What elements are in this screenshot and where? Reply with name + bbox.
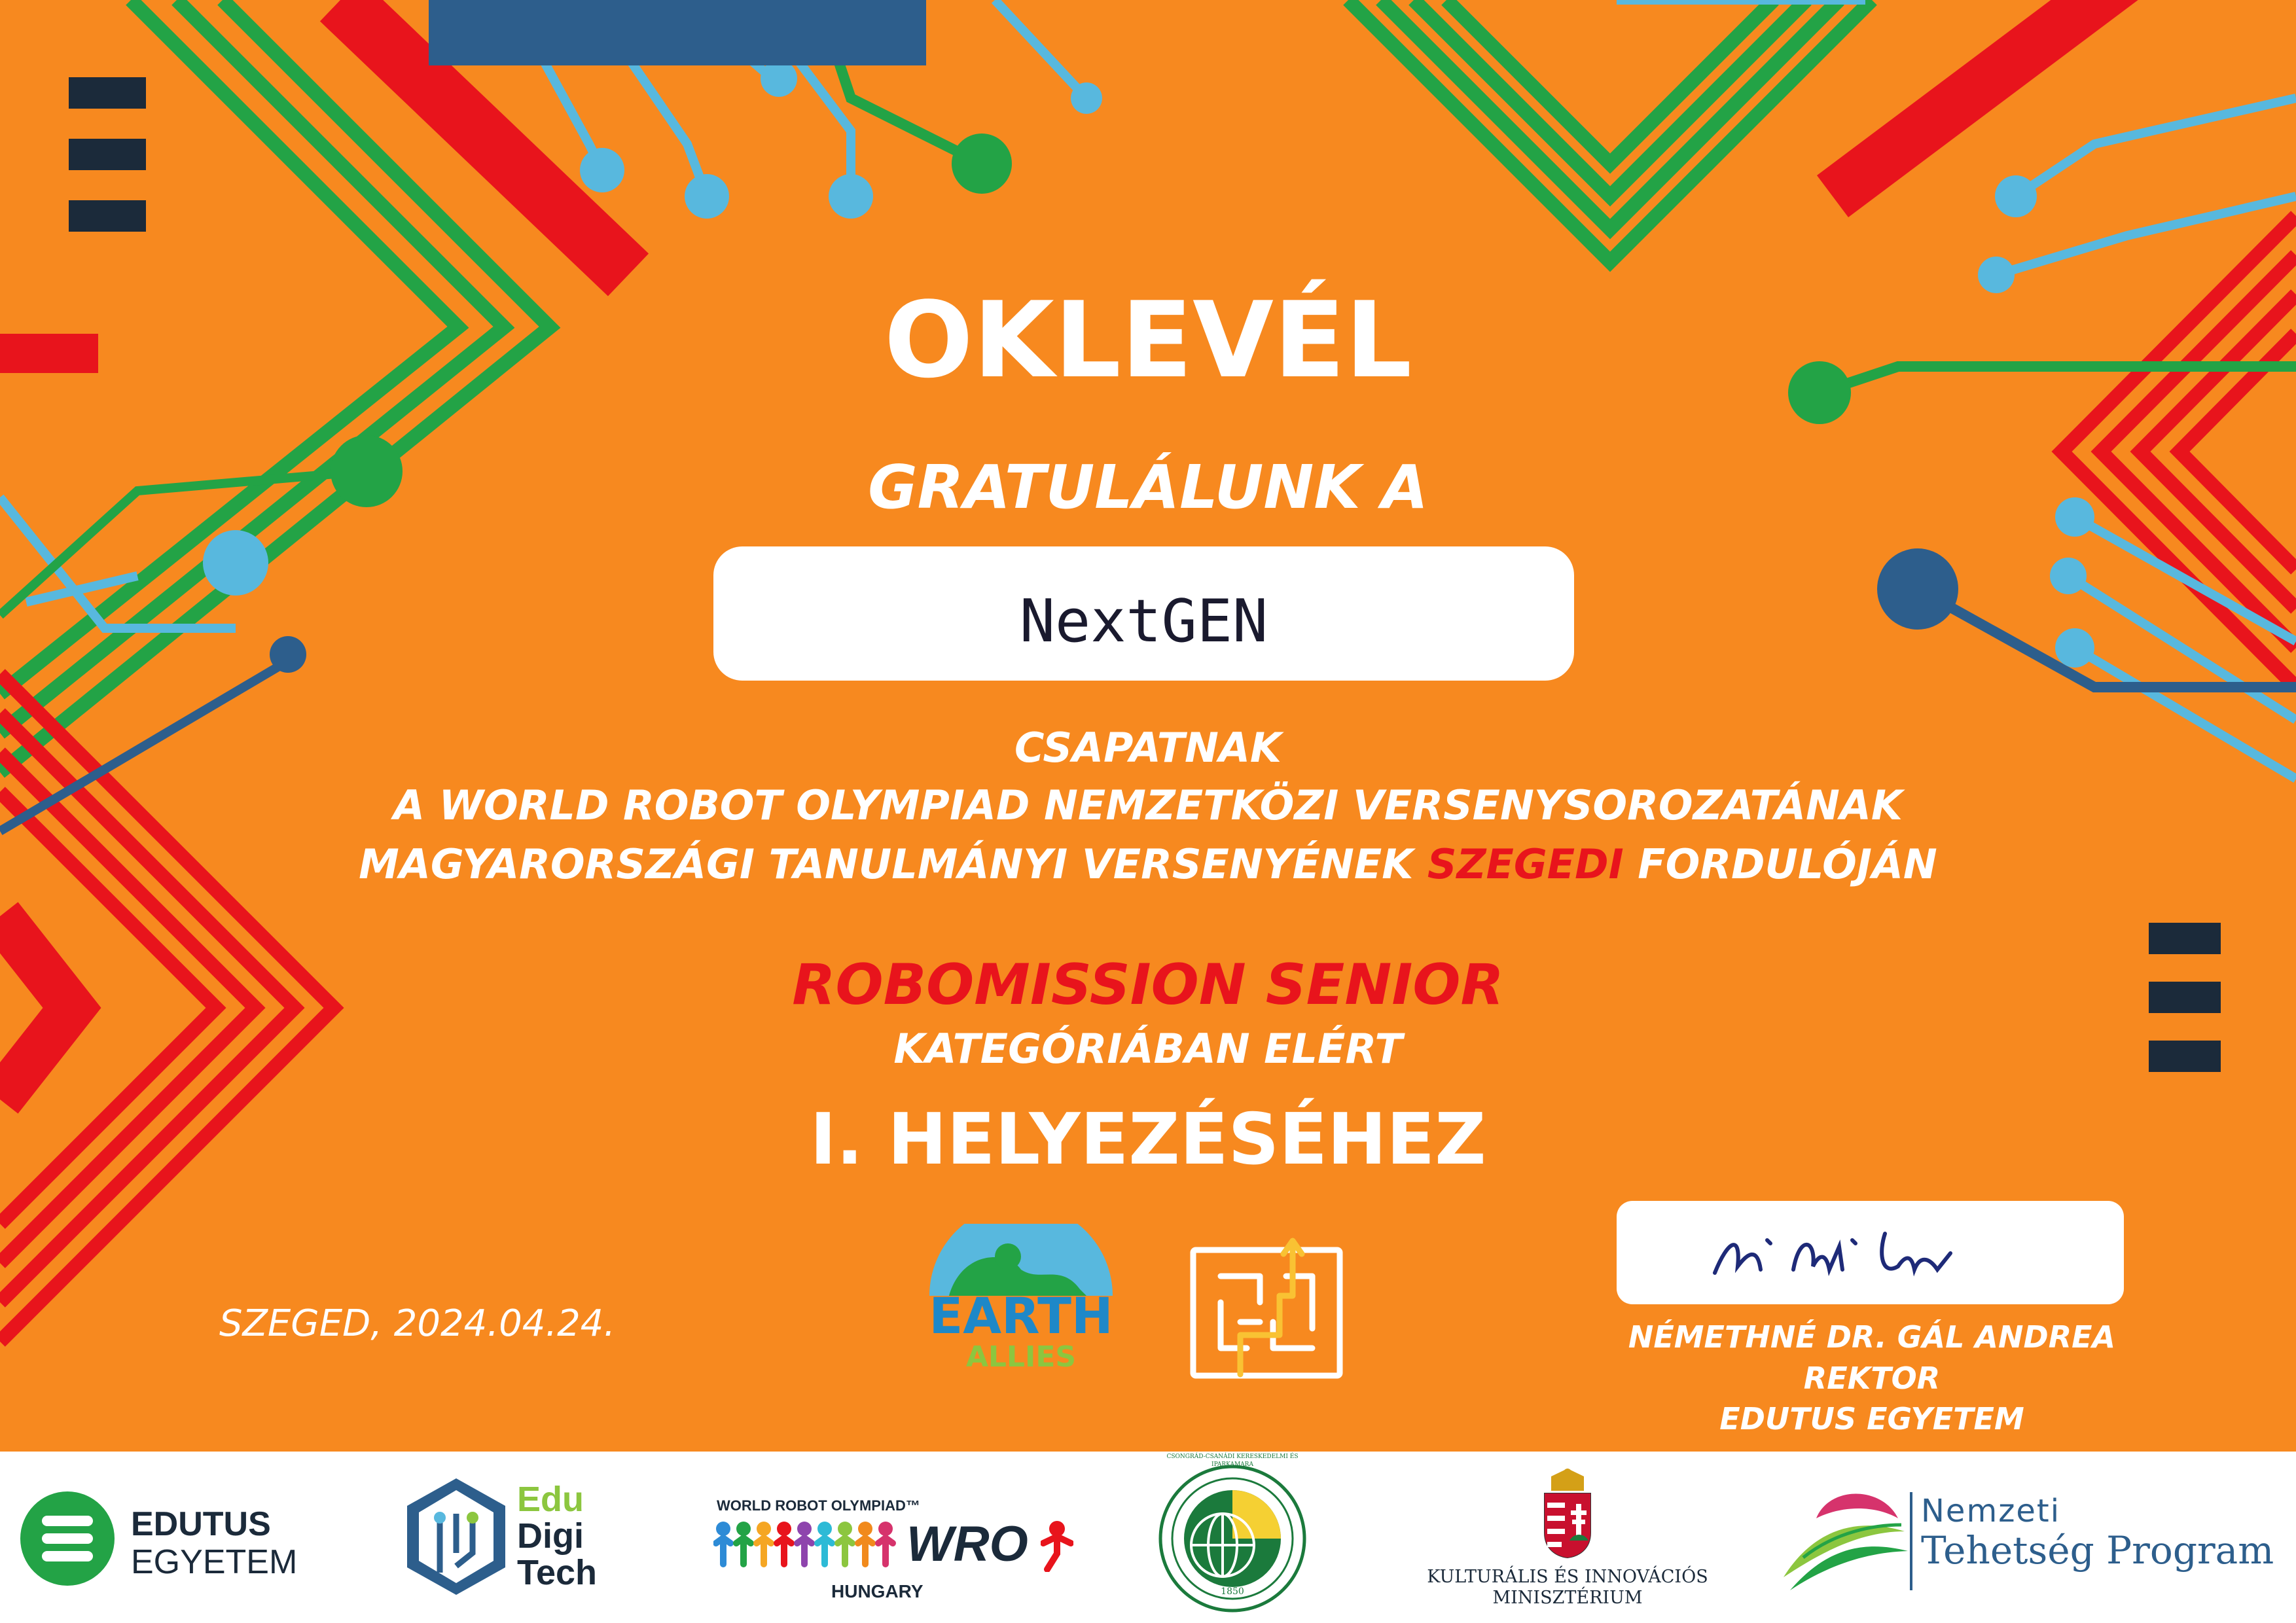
placement: I. HELYEZÉSÉHEZ: [810, 1099, 1486, 1181]
competition-line: A WORLD ROBOT OLYMPIAD NEMZETKÖZI VERSENYSOROZATÁNAK: [393, 781, 1903, 829]
ntp-logo-icon: [1777, 1479, 1911, 1597]
ntp-line2: Tehetség Program: [1921, 1528, 2274, 1573]
signature-icon: [1702, 1214, 2016, 1293]
sponsor-strip: [0, 1452, 2296, 1623]
wro-figure-icon: [1041, 1520, 1073, 1572]
ntp-line1: Nemzeti: [1921, 1493, 2061, 1529]
wro-logo-icon: [713, 1517, 903, 1569]
earth-allies-logo: [910, 1224, 1132, 1381]
wro-sub: HUNGARY: [831, 1581, 924, 1601]
certificate-title: OKLEVÉL: [884, 279, 1412, 401]
wro-small: WORLD ROBOT OLYMPIAD™: [717, 1497, 920, 1514]
edudigitech-line3: Tech: [517, 1553, 598, 1592]
round-line-highlight: SZEGEDI: [1427, 840, 1624, 888]
signer-name: NÉMETHNÉ DR. GÁL ANDREA: [1628, 1319, 2116, 1355]
team-name: NextGEN: [1019, 587, 1268, 656]
earth-allies-line2: ALLIES: [965, 1340, 1077, 1374]
ntp-divider: [1910, 1492, 1912, 1590]
chamber-ring-text: CSONGRÁD-CSANÁDI KERESKEDELMI ÉS IPARKAMARA: [1166, 1454, 1299, 1468]
team-line: CSAPATNAK: [1014, 724, 1282, 772]
edudigitech-line1: Edu: [517, 1480, 584, 1519]
wro-main: WRO: [906, 1516, 1028, 1572]
round-line-start: MAGYARORSZÁGI TANULMÁNYI VERSENYÉNEK: [359, 840, 1427, 888]
signer-role: REKTOR: [1803, 1361, 1941, 1396]
edudigitech-logo-icon: [401, 1474, 512, 1599]
edutus-logo-icon: [18, 1489, 117, 1588]
round-line: [0, 840, 2296, 889]
signer-institution: EDUTUS EGYETEM: [1719, 1401, 2024, 1436]
earth-allies-line1: EARTH: [929, 1287, 1113, 1345]
category-suffix: KATEGÓRIÁBAN ELÉRT: [893, 1025, 1403, 1073]
round-line-end: FORDULÓJÁN: [1623, 840, 1937, 888]
congratulation-line: GRATULÁLUNK A: [868, 452, 1428, 522]
edutus-line2: EGYETEM: [131, 1543, 298, 1581]
ministry-line1: KULTURÁLIS ÉS INNOVÁCIÓS: [1427, 1567, 1708, 1587]
edutus-line1: EDUTUS: [131, 1505, 271, 1543]
category-name: ROBOMISSION SENIOR: [792, 952, 1504, 1018]
chamber-year: 1850: [1221, 1586, 1244, 1597]
edudigitech-line2: Digi: [517, 1516, 584, 1556]
place-date: SZEGED, 2024.04.24.: [219, 1302, 616, 1345]
hungarian-coat-of-arms-icon: [1538, 1467, 1597, 1559]
maze-icon: [1188, 1217, 1345, 1381]
ministry-line2: MINISZTÉRIUM: [1492, 1588, 1643, 1608]
